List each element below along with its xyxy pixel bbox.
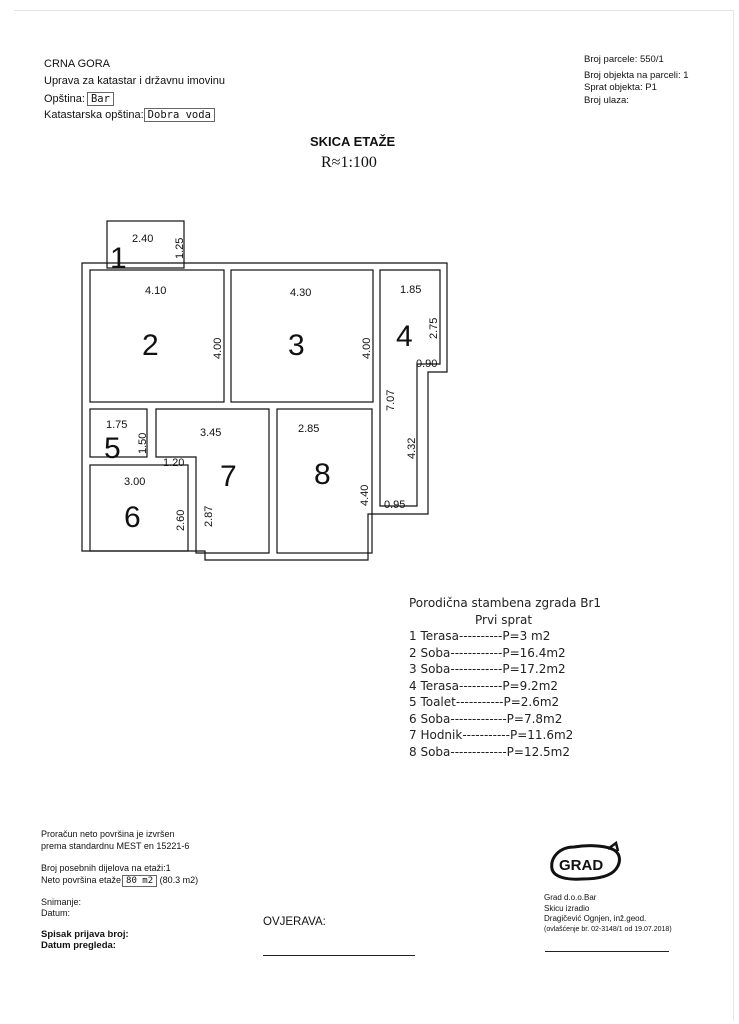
recording-label: Snimanje:	[41, 897, 82, 907]
room-1-width: 2.40	[132, 233, 154, 245]
net-area-label: Neto površina etaže	[41, 875, 122, 885]
room-7-number: 7	[220, 460, 237, 493]
legend-item: 6 Soba-------------P=7.8m2	[409, 711, 563, 726]
legend-item: 3 Soba------------P=17.2m2	[409, 662, 566, 676]
room-7-length: 2.87	[203, 505, 215, 527]
room-4-total-length: 7.07	[385, 389, 397, 411]
object-number: Broj objekta na parceli: 1	[584, 70, 689, 81]
room-7-width: 3.45	[200, 427, 222, 439]
cadastral-label: Katastarska opština:	[44, 109, 144, 121]
net-area-value: 80 m2	[122, 875, 157, 887]
company-drafted: Skicu izradio	[544, 903, 590, 913]
object-floor: Sprat objekta: P1	[584, 82, 657, 93]
document-page	[14, 10, 734, 1021]
company-logo	[546, 839, 626, 887]
entrance-number: Broj ulaza:	[584, 95, 629, 106]
room-1-length: 1.25	[174, 237, 186, 259]
company-license: (ovlašćenje br. 02-3148/1 od 19.07.2018)	[544, 925, 672, 933]
room-3-width: 4.30	[290, 287, 312, 299]
room-2-width: 4.10	[145, 285, 167, 297]
room-4-depth: 2.75	[428, 317, 440, 339]
parcel-number: Broj parcele: 550/1	[584, 54, 664, 65]
room-4-step: 0.90	[416, 358, 438, 370]
net-area-row	[41, 875, 198, 888]
certify-signature-line	[263, 955, 415, 956]
room-6-number: 6	[124, 501, 141, 534]
room-1-number: 1	[110, 242, 127, 275]
room-8-width: 2.85	[298, 423, 320, 435]
legend-item: 8 Soba-------------P=12.5m2	[409, 744, 571, 759]
municipality-row	[44, 93, 114, 106]
date-label: Datum:	[41, 908, 71, 918]
country-name: CRNA GORA	[44, 58, 111, 70]
cadastral-value: Dobra voda	[144, 108, 215, 122]
room-6-length: 2.60	[175, 509, 187, 531]
scale-label: R≈1:100	[321, 154, 377, 171]
cadastral-row	[44, 109, 215, 122]
room-3-number: 3	[288, 329, 305, 362]
company-logo-text: GRAD	[559, 857, 604, 874]
room-6-width: 3.00	[124, 476, 146, 488]
room-2-length: 4.00	[212, 337, 224, 359]
room-4-outline	[380, 270, 440, 506]
room-8-number: 8	[314, 458, 331, 491]
review-date-label: Datum pregleda:	[41, 940, 116, 951]
room-3-length: 4.00	[361, 337, 373, 359]
room-5-length: 1.50	[137, 432, 149, 454]
company-engineer: Dragičević Ognjen, inž.geod.	[544, 914, 647, 923]
company-block	[544, 893, 672, 935]
room-4-number: 4	[396, 320, 413, 353]
company-signature-line	[545, 951, 669, 952]
calc-note-line2: prema standardnu MEST en 15221-6	[41, 840, 190, 851]
area-legend	[409, 595, 601, 760]
certify-label: OVJERAVA:	[263, 916, 326, 928]
company-name: Grad d.o.o.Bar	[544, 893, 597, 902]
room-4-lower-length: 4.32	[406, 437, 418, 459]
floor-plan	[74, 216, 454, 576]
page-title: SKICA ETAŽE	[310, 134, 396, 149]
room-7-step: 1.20	[163, 457, 185, 469]
registry-label: Spisak prijava broj:	[41, 929, 129, 940]
legend-item: 5 Toalet-----------P=2.6m2	[409, 695, 560, 709]
calc-note	[41, 829, 189, 852]
legend-building: Porodična stambena zgrada Br1	[409, 596, 602, 610]
room-5-number: 5	[104, 432, 121, 465]
net-area-extra: (80.3 m2)	[159, 875, 199, 885]
room-5-width: 1.75	[106, 419, 128, 431]
municipality-label: Opština:	[44, 93, 85, 105]
room-2-number: 2	[142, 329, 159, 362]
room-4-bottom-width: 0.95	[384, 499, 406, 511]
legend-floor: Prvi sprat	[475, 612, 533, 627]
legend-item: 2 Soba------------P=16.4m2	[409, 645, 566, 660]
legend-item: 1 Terasa----------P=3 m2	[409, 629, 551, 643]
calc-note-line1: Proračun neto površina je izvršen	[41, 829, 175, 839]
room-4-width: 1.85	[400, 284, 422, 296]
room-8-length: 4.40	[359, 484, 371, 506]
legend-item: 7 Hodnik-----------P=11.6m2	[409, 728, 574, 742]
legend-item: 4 Terasa----------P=9.2m2	[409, 678, 559, 693]
municipality-value: Bar	[87, 92, 114, 106]
authority-name: Uprava za katastar i državnu imovinu	[44, 75, 225, 87]
units-count: Broj posebnih dijelova na etaži:1	[41, 863, 171, 873]
